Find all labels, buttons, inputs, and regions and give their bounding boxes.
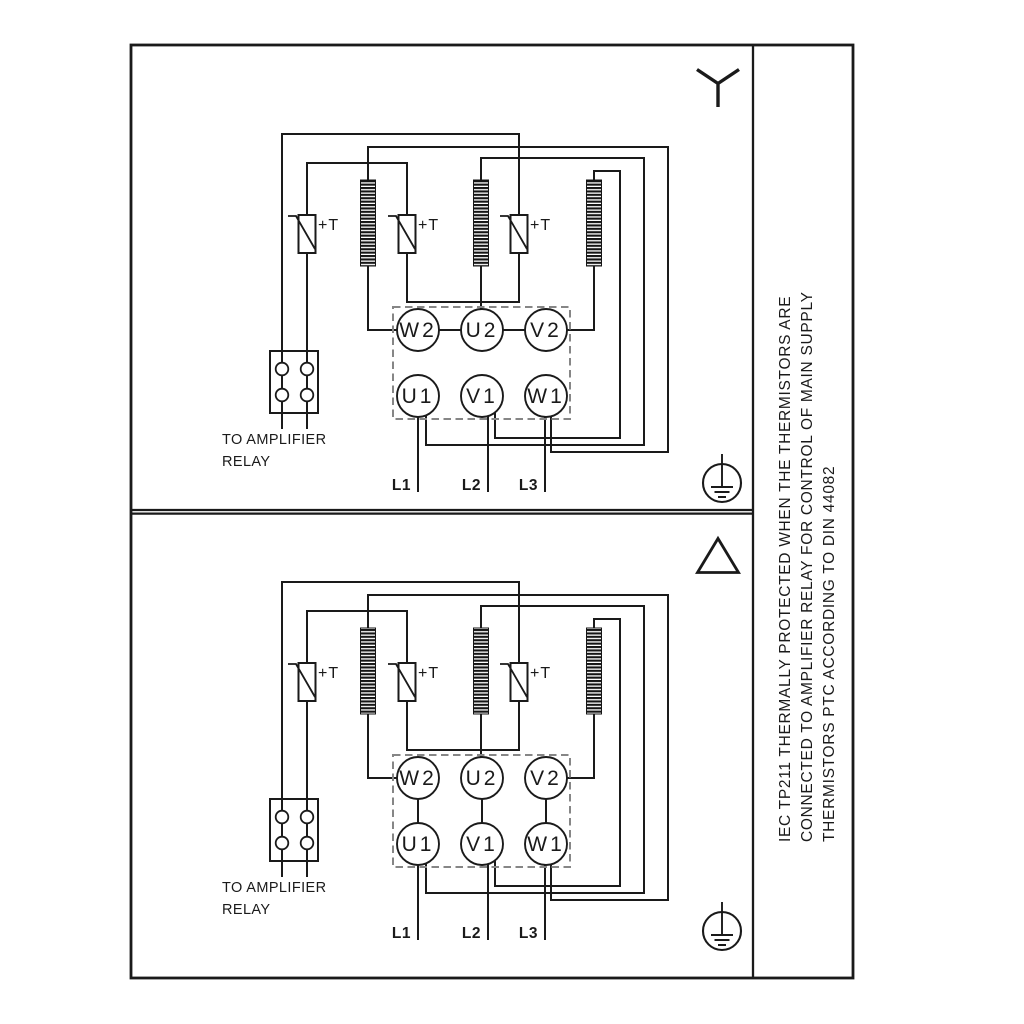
relay-caption-line1: TO AMPLIFIER (222, 432, 327, 448)
relay-caption-line2: RELAY (222, 454, 271, 470)
protective-earth-icon (703, 902, 741, 950)
relay-terminal-circle (301, 837, 314, 850)
thermistor-symbol (288, 663, 316, 701)
terminal-label-u1: U1 (401, 833, 435, 856)
motor-winding-coil (474, 628, 489, 714)
terminal-label-u1: U1 (401, 385, 435, 408)
terminal-label-w2: W2 (399, 319, 437, 342)
thermistor-label: +T (418, 665, 440, 682)
terminal-label-v2: V2 (530, 319, 562, 342)
motor-winding-coil (587, 180, 602, 266)
supply-label-l2: L2 (461, 925, 481, 942)
thermistor-label: +T (318, 665, 340, 682)
supply-label-l3: L3 (518, 477, 538, 494)
delta-icon (698, 539, 739, 573)
side-note-line3: THERMISTORS PTC ACCORDING TO DIN 44082 (821, 465, 838, 842)
thermistor-symbol (500, 215, 528, 253)
thermistor-label: +T (418, 217, 440, 234)
wire-thermistor1-thermistor2-link (307, 163, 407, 253)
wire-winding3-to-v2 (567, 714, 594, 778)
motor-winding-coil (587, 628, 602, 714)
terminal-label-w2: W2 (399, 767, 437, 790)
thermistor-symbol (388, 215, 416, 253)
thermistor-label: +T (318, 217, 340, 234)
terminal-label-v1: V1 (466, 833, 498, 856)
side-note-line1: IEC TP211 THERMALLY PROTECTED WHEN THE THERMISTORS ARE (777, 295, 794, 842)
supply-label-l3: L3 (518, 925, 538, 942)
supply-label-l1: L1 (391, 925, 411, 942)
supply-label-l2: L2 (461, 477, 481, 494)
thermistor-symbol (388, 663, 416, 701)
star-icon (697, 70, 739, 108)
relay-terminal-circle (276, 837, 289, 850)
supply-label-l1: L1 (391, 477, 411, 494)
relay-terminal-box (270, 799, 318, 861)
thermistor-symbol (500, 663, 528, 701)
relay-terminal-circle (301, 389, 314, 402)
wire-thermistor1-thermistor2-link (307, 611, 407, 701)
side-note (777, 291, 838, 842)
thermistor-label: +T (530, 217, 552, 234)
motor-winding-coil (361, 628, 376, 714)
relay-caption-line1: TO AMPLIFIER (222, 880, 327, 896)
protective-earth-icon (703, 454, 741, 502)
terminal-label-u2: U2 (465, 767, 499, 790)
motor-winding-coil (361, 180, 376, 266)
terminal-label-v2: V2 (530, 767, 562, 790)
side-note-line2: CONNECTED TO AMPLIFIER RELAY FOR CONTROL OF MAIN SUPPLY (799, 291, 816, 842)
thermistor-label: +T (530, 665, 552, 682)
relay-terminal-circle (276, 811, 289, 824)
relay-caption-line2: RELAY (222, 902, 271, 918)
terminal-label-u2: U2 (465, 319, 499, 342)
delta-panel (222, 539, 741, 951)
terminal-label-w1: W1 (527, 385, 565, 408)
relay-terminal-circle (301, 811, 314, 824)
motor-winding-coil (474, 180, 489, 266)
relay-terminal-circle (301, 363, 314, 376)
relay-terminal-circle (276, 389, 289, 402)
thermistor-symbol (288, 215, 316, 253)
star-panel (222, 70, 741, 503)
relay-terminal-box (270, 351, 318, 413)
terminal-label-w1: W1 (527, 833, 565, 856)
relay-terminal-circle (276, 363, 289, 376)
terminal-label-v1: V1 (466, 385, 498, 408)
